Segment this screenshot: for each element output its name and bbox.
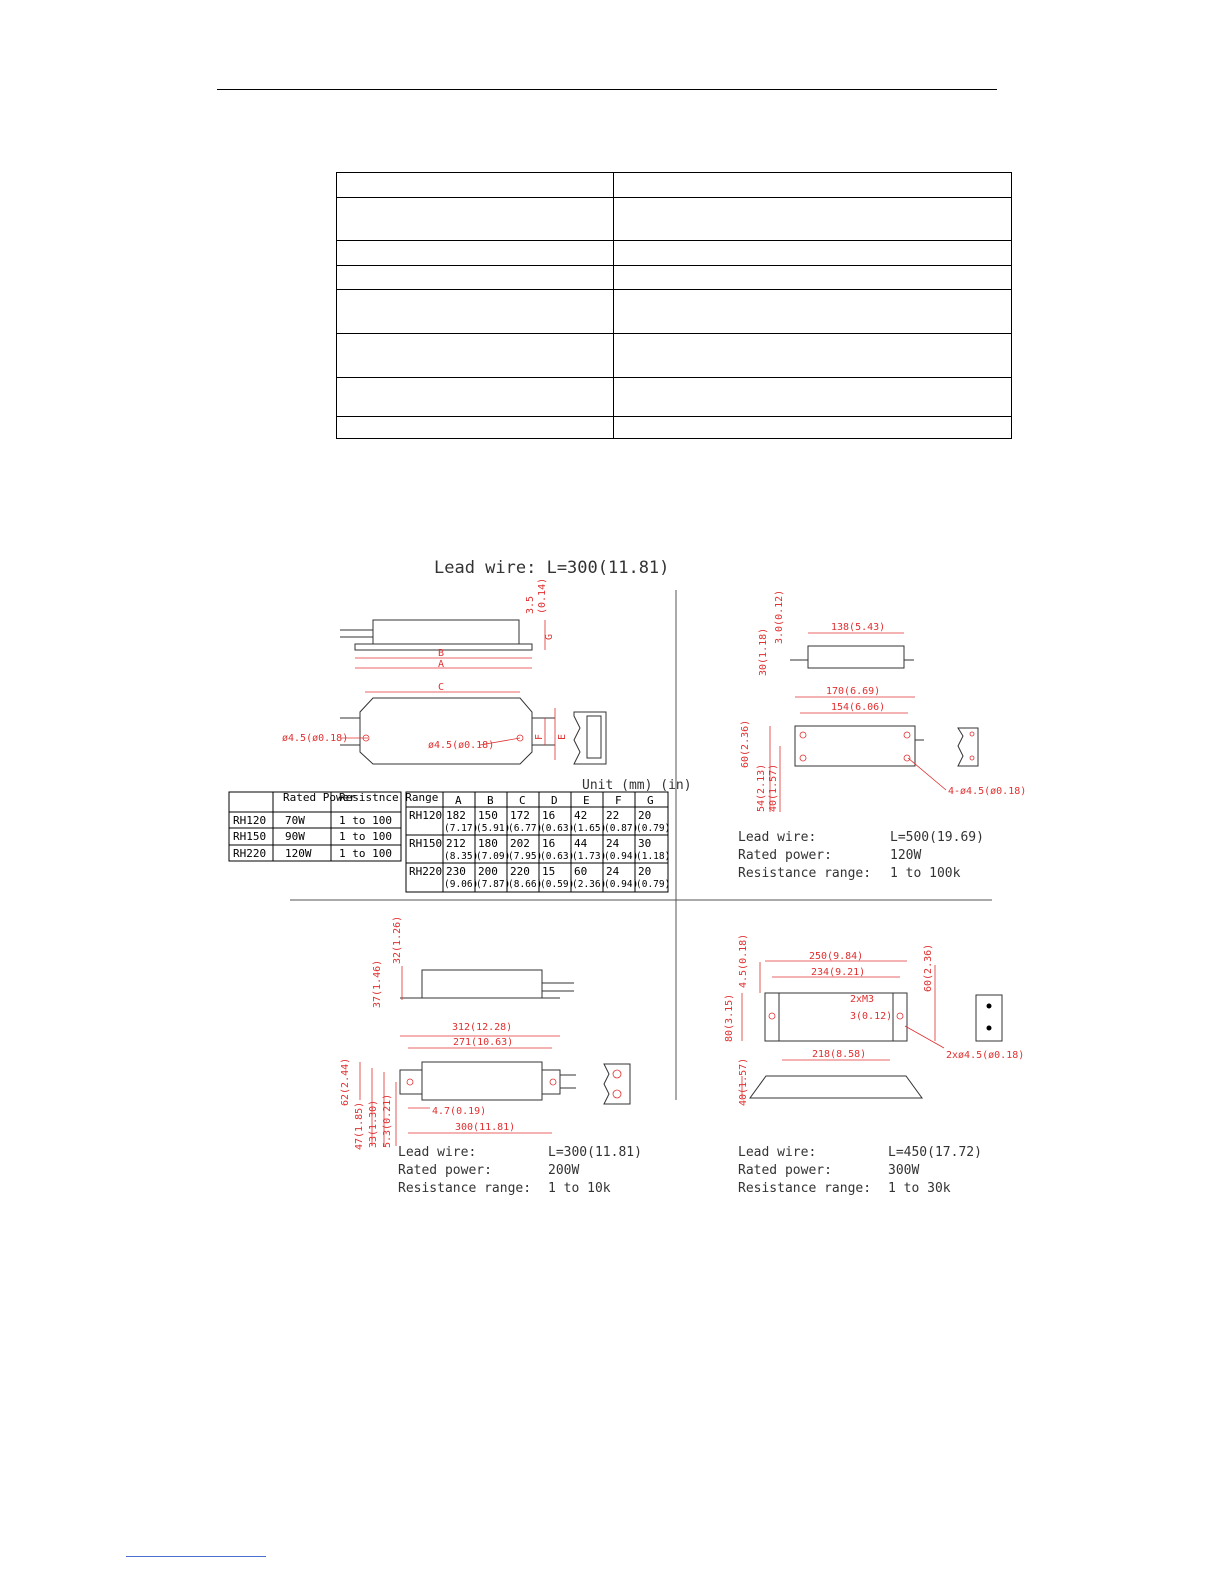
panel4-end-hole <box>987 1026 992 1031</box>
spec-label: Lead wire: <box>398 1145 477 1160</box>
dim-header: E <box>583 794 590 807</box>
panel2-dim: 154(6.06) <box>831 702 886 713</box>
dim-cell: (7.87) <box>476 879 511 890</box>
panel4-dim: 4.5(0.18) <box>738 933 749 988</box>
panel1-dimensions <box>340 620 555 760</box>
panel4-spec <box>738 1145 982 1196</box>
panel3-dim: 47(1.85) <box>354 1101 365 1150</box>
dim-cell: (0.79) <box>636 879 671 890</box>
panel1-hole-left: ø4.5(ø0.18) <box>282 733 349 744</box>
small-table-cell: 90W <box>285 830 305 843</box>
small-table-cell: 1 to 100 <box>339 847 392 860</box>
dim-model: RH120 <box>409 809 443 822</box>
spec-label: Lead wire: <box>738 1145 817 1160</box>
small-table-cell: RH120 <box>233 814 267 827</box>
panel3-drawing <box>400 970 630 1104</box>
dim-cell: (0.59) <box>540 879 575 890</box>
dim-cell: (9.06) <box>444 879 479 890</box>
panel4-dimensions <box>742 961 944 1098</box>
lead-wire-title: Lead wire: L=300(11.81) <box>434 558 670 578</box>
dim-cell: 60 <box>574 865 588 878</box>
small-table-cell: 1 to 100 <box>339 814 392 827</box>
small-table-header-range: Resistnce Range <box>339 791 439 804</box>
dimension-table-text <box>409 794 670 890</box>
small-table-cell: RH150 <box>233 830 267 843</box>
dim-cell: 150 <box>478 809 498 822</box>
panel3-dim: 312(12.28) <box>452 1022 513 1033</box>
panel1-dim-g: G <box>544 633 555 640</box>
dim-cell: 22 <box>606 809 620 822</box>
dim-cell: 20 <box>638 809 652 822</box>
dim-cell: (0.87) <box>604 823 639 834</box>
panel4-dim: 40(1.57) <box>738 1057 749 1106</box>
dim-cell: 16 <box>542 809 556 822</box>
panel1-dim-d: 3.5 <box>525 595 536 614</box>
dim-cell: (7.17) <box>444 823 479 834</box>
dim-cell: 30 <box>638 837 652 850</box>
dim-model: RH220 <box>409 865 443 878</box>
spec-value: L=500(19.69) <box>890 830 984 845</box>
panel3-dim: 62(2.44) <box>340 1057 351 1106</box>
dim-cell: (1.65) <box>572 823 607 834</box>
spec-value: 1 to 30k <box>888 1181 951 1196</box>
spec-value: 200W <box>548 1163 580 1178</box>
small-table-cell: 70W <box>285 814 305 827</box>
dim-cell: (1.73) <box>572 851 607 862</box>
dim-cell: 230 <box>446 865 466 878</box>
panel2-dim: 138(5.43) <box>831 622 886 633</box>
panel4-drawing <box>750 993 1002 1098</box>
dim-header: A <box>455 794 462 807</box>
panel4-end-view <box>976 995 1002 1041</box>
panel1-dim-c: C <box>438 682 445 693</box>
spec-label: Resistance range: <box>738 866 872 881</box>
panel3-dim: 32(1.26) <box>392 915 403 964</box>
spec-value: 120W <box>890 848 922 863</box>
spec-value: L=300(11.81) <box>548 1145 642 1160</box>
panel1-dim-b: B <box>438 648 445 659</box>
panel4-dim: 2xø4.5(ø0.18) <box>946 1050 1025 1061</box>
panel3-dim: 4.7(0.19) <box>432 1106 487 1117</box>
spec-label: Resistance range: <box>738 1181 872 1196</box>
panel1-dim-d-in: (0.14) <box>537 577 548 614</box>
panel2-dim: 54(2.13) <box>756 763 767 812</box>
spec-value: L=450(17.72) <box>888 1145 982 1160</box>
panel4-dim: 80(3.15) <box>724 993 735 1042</box>
panel4-dim: 218(8.58) <box>812 1049 867 1060</box>
dim-cell: (2.36) <box>572 879 607 890</box>
dim-cell: (0.79) <box>636 823 671 834</box>
dim-cell: (6.77) <box>508 823 543 834</box>
panel1-dim-a: A <box>438 659 445 670</box>
dim-cell: 44 <box>574 837 588 850</box>
dim-cell: (7.95) <box>508 851 543 862</box>
dim-cell: 200 <box>478 865 498 878</box>
panel3-dim: 300(11.81) <box>455 1122 516 1133</box>
panel1-dim-f: F <box>534 733 545 740</box>
small-table-cell: RH220 <box>233 847 267 860</box>
spec-value: 1 to 100k <box>890 866 961 881</box>
panel2-dim: 30(1.18) <box>758 627 769 676</box>
dim-cell: (0.63) <box>540 823 575 834</box>
dim-cell: 182 <box>446 809 466 822</box>
dim-header: G <box>647 794 654 807</box>
dim-header: D <box>551 794 558 807</box>
dim-cell: 202 <box>510 837 530 850</box>
dim-cell: (7.09) <box>476 851 511 862</box>
dim-cell: (8.35) <box>444 851 479 862</box>
panel4-dim: 3(0.12) <box>850 1011 893 1022</box>
dim-cell: (5.91) <box>476 823 511 834</box>
dim-cell: (0.63) <box>540 851 575 862</box>
panel2-dim: 170(6.69) <box>826 686 881 697</box>
small-table-cell: 120W <box>285 847 312 860</box>
panel2-dim: 4-ø4.5(ø0.18) <box>948 786 1027 797</box>
panel1-side-body <box>373 620 519 644</box>
dim-cell: 212 <box>446 837 466 850</box>
dim-cell: 220 <box>510 865 530 878</box>
dim-cell: 42 <box>574 809 588 822</box>
spec-label: Resistance range: <box>398 1181 532 1196</box>
panel4-end-hole <box>987 1004 992 1009</box>
dim-cell: (8.66) <box>508 879 543 890</box>
spec-value: 300W <box>888 1163 920 1178</box>
panel4-dim: 60(2.36) <box>923 943 934 992</box>
panel4-dim: 250(9.84) <box>809 951 864 962</box>
spec-label: Rated power: <box>738 848 832 863</box>
panel3-dimensions <box>360 966 621 1146</box>
dim-cell: (0.94) <box>604 851 639 862</box>
panel1-top-body <box>360 698 532 764</box>
dim-cell: 24 <box>606 865 620 878</box>
spec-value: 1 to 10k <box>548 1181 611 1196</box>
panel3-dim: 271(10.63) <box>453 1037 514 1048</box>
unit-label: Unit (mm) (in) <box>582 778 692 793</box>
small-table-cell: 1 to 100 <box>339 830 392 843</box>
dim-cell: 172 <box>510 809 530 822</box>
dim-header: F <box>615 794 622 807</box>
panel3-dim: 5.3(0.21) <box>382 1093 393 1148</box>
panel1-hole-right: ø4.5(ø0.18) <box>428 740 495 751</box>
dim-cell: 16 <box>542 837 556 850</box>
small-table-header-power: Rated Power <box>283 791 356 804</box>
dim-cell: (1.18) <box>636 851 671 862</box>
panel2-dim: 40(1.57) <box>768 763 779 812</box>
panel1-dim-e: E <box>557 733 568 740</box>
dim-cell: 20 <box>638 865 652 878</box>
footer-link-underline[interactable] <box>126 1556 266 1557</box>
panel3-spec <box>398 1145 642 1196</box>
panel2-spec <box>738 830 984 881</box>
spec-label: Rated power: <box>398 1163 492 1178</box>
dim-cell: 24 <box>606 837 620 850</box>
dim-cell: 15 <box>542 865 556 878</box>
panel3-dim: 37(1.46) <box>372 959 383 1008</box>
panel4-dim: 234(9.21) <box>811 967 866 978</box>
dim-cell: 180 <box>478 837 498 850</box>
panel3-dim: 33(1.30) <box>368 1099 379 1148</box>
dim-header: C <box>519 794 526 807</box>
panel4-dim: 2xM3 <box>850 994 875 1005</box>
dim-model: RH150 <box>409 837 443 850</box>
panel2-dim: 60(2.36) <box>740 719 751 768</box>
panel2-dim: 3.0(0.12) <box>774 589 785 644</box>
dim-header: B <box>487 794 494 807</box>
spec-label: Lead wire: <box>738 830 817 845</box>
spec-label: Rated power: <box>738 1163 832 1178</box>
dim-cell: (0.94) <box>604 879 639 890</box>
